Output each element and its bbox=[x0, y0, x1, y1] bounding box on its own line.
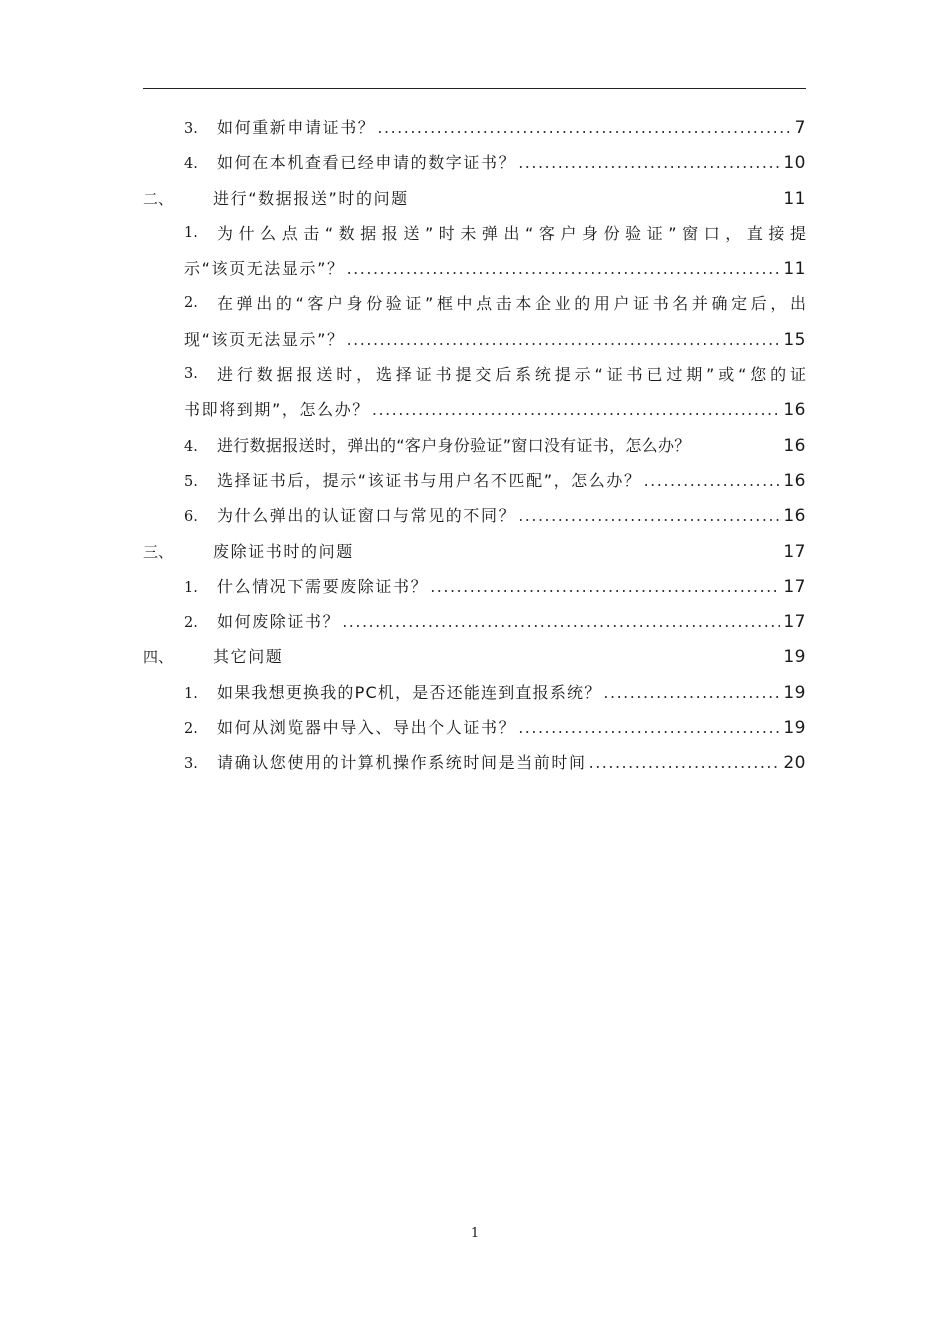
toc-entry[interactable] bbox=[143, 675, 806, 710]
toc-entry-title: 为什么点击“数据报送”时未弹出“客户身份验证”窗口，直接提 bbox=[217, 223, 806, 243]
toc-section[interactable] bbox=[143, 181, 806, 216]
toc-entry-page: 10 bbox=[783, 153, 806, 174]
toc-entry-page: 17 bbox=[783, 576, 806, 597]
toc-entry[interactable] bbox=[143, 428, 806, 463]
toc-entry-title: 如何废除证书？ bbox=[217, 612, 341, 632]
dot-leader bbox=[518, 710, 780, 745]
toc-entry[interactable] bbox=[143, 710, 806, 745]
dot-leader bbox=[518, 498, 780, 533]
table-of-contents bbox=[143, 110, 806, 781]
toc-section[interactable] bbox=[143, 639, 806, 674]
toc-entry-page: 17 bbox=[783, 612, 806, 633]
toc-section-title: 其它问题 bbox=[213, 647, 284, 667]
dot-leader bbox=[377, 110, 791, 145]
toc-entry-number: 3. bbox=[184, 756, 198, 773]
toc-section-title: 进行“数据报送”时的问题 bbox=[213, 188, 409, 208]
toc-entry-number: 1. bbox=[184, 224, 198, 241]
toc-entry-title: 如果我想更换我的PC机，是否还能连到直报系统？ bbox=[217, 682, 602, 702]
toc-section-page: 19 bbox=[783, 647, 806, 668]
toc-entry-page: 11 bbox=[783, 259, 806, 280]
dot-leader bbox=[589, 745, 781, 780]
toc-entry-page: 7 bbox=[794, 118, 806, 138]
dot-leader bbox=[644, 463, 781, 498]
page-number: 1 bbox=[470, 1226, 480, 1241]
dot-leader bbox=[603, 675, 780, 710]
toc-entry[interactable] bbox=[143, 216, 806, 287]
toc-section[interactable] bbox=[143, 534, 806, 569]
toc-entry-number: 1. bbox=[184, 685, 198, 702]
toc-entry-page: 16 bbox=[783, 400, 806, 421]
toc-entry-page: 15 bbox=[783, 329, 806, 350]
toc-entry[interactable] bbox=[143, 604, 806, 639]
toc-entry-title: 在弹出的“客户身份验证”框中点击本企业的用户证书名并确定后，出 bbox=[217, 294, 806, 314]
toc-entry-page: 16 bbox=[783, 506, 806, 527]
toc-entry[interactable] bbox=[143, 357, 806, 428]
toc-entry-page: 20 bbox=[783, 753, 806, 774]
toc-section-page: 17 bbox=[783, 541, 806, 562]
toc-entry-number: 2. bbox=[184, 295, 198, 312]
toc-section-number: 三、 bbox=[143, 542, 174, 561]
toc-entry-number: 4. bbox=[184, 438, 198, 455]
toc-entry-number: 6. bbox=[184, 509, 198, 526]
toc-entry[interactable] bbox=[143, 569, 806, 604]
toc-entry-number: 4. bbox=[184, 156, 198, 173]
toc-entry-title-continued: 书即将到期”，怎么办？ bbox=[184, 400, 370, 420]
dot-leader bbox=[372, 392, 780, 427]
toc-entry[interactable] bbox=[143, 463, 806, 498]
toc-entry-number: 1. bbox=[184, 579, 198, 596]
toc-entry-title: 进行数据报送时，弹出的“客户身份验证”窗口没有证书，怎么办？ bbox=[217, 435, 691, 455]
dot-leader bbox=[347, 251, 781, 286]
toc-entry-title: 如何从浏览器中导入、导出个人证书？ bbox=[217, 718, 517, 738]
toc-entry-page: 19 bbox=[783, 682, 806, 703]
dot-leader bbox=[347, 322, 781, 357]
toc-entry-title: 进行数据报送时，选择证书提交后系统提示“证书已过期”或“您的证 bbox=[217, 365, 806, 385]
toc-entry-title: 请确认您使用的计算机操作系统时间是当前时间 bbox=[217, 753, 587, 773]
toc-entry[interactable] bbox=[143, 110, 806, 145]
toc-entry[interactable] bbox=[143, 286, 806, 357]
toc-entry[interactable] bbox=[143, 145, 806, 180]
toc-entry-number: 2. bbox=[184, 615, 198, 632]
toc-entry-page: 19 bbox=[783, 718, 806, 739]
toc-section-title: 废除证书时的问题 bbox=[213, 541, 354, 561]
dot-leader bbox=[342, 604, 780, 639]
toc-entry-title: 如何重新申请证书？ bbox=[217, 118, 376, 137]
toc-entry-page: 16 bbox=[783, 435, 806, 456]
toc-entry[interactable] bbox=[143, 498, 806, 533]
toc-entry-title: 为什么弹出的认证窗口与常见的不同？ bbox=[217, 506, 517, 526]
toc-entry-title-continued: 现“该页无法显示”？ bbox=[184, 329, 345, 349]
toc-entry[interactable] bbox=[143, 745, 806, 780]
header-rule bbox=[143, 88, 806, 89]
toc-entry-title-continued: 示“该页无法显示”？ bbox=[184, 259, 345, 279]
toc-entry-number: 3. bbox=[184, 121, 198, 137]
toc-entry-number: 2. bbox=[184, 721, 198, 738]
dot-leader bbox=[430, 569, 780, 604]
toc-entry-number: 5. bbox=[184, 473, 198, 490]
toc-entry-title: 选择证书后，提示“该证书与用户名不匹配”，怎么办？ bbox=[217, 470, 642, 490]
dot-leader bbox=[518, 145, 780, 180]
toc-section-number: 二、 bbox=[143, 189, 174, 208]
toc-entry-title: 什么情况下需要废除证书？ bbox=[217, 576, 429, 596]
toc-section-number: 四、 bbox=[143, 648, 174, 667]
toc-section-page: 11 bbox=[783, 188, 806, 209]
toc-entry-number: 3. bbox=[184, 366, 198, 383]
toc-entry-page: 16 bbox=[783, 470, 806, 491]
toc-entry-title: 如何在本机查看已经申请的数字证书？ bbox=[217, 153, 517, 173]
